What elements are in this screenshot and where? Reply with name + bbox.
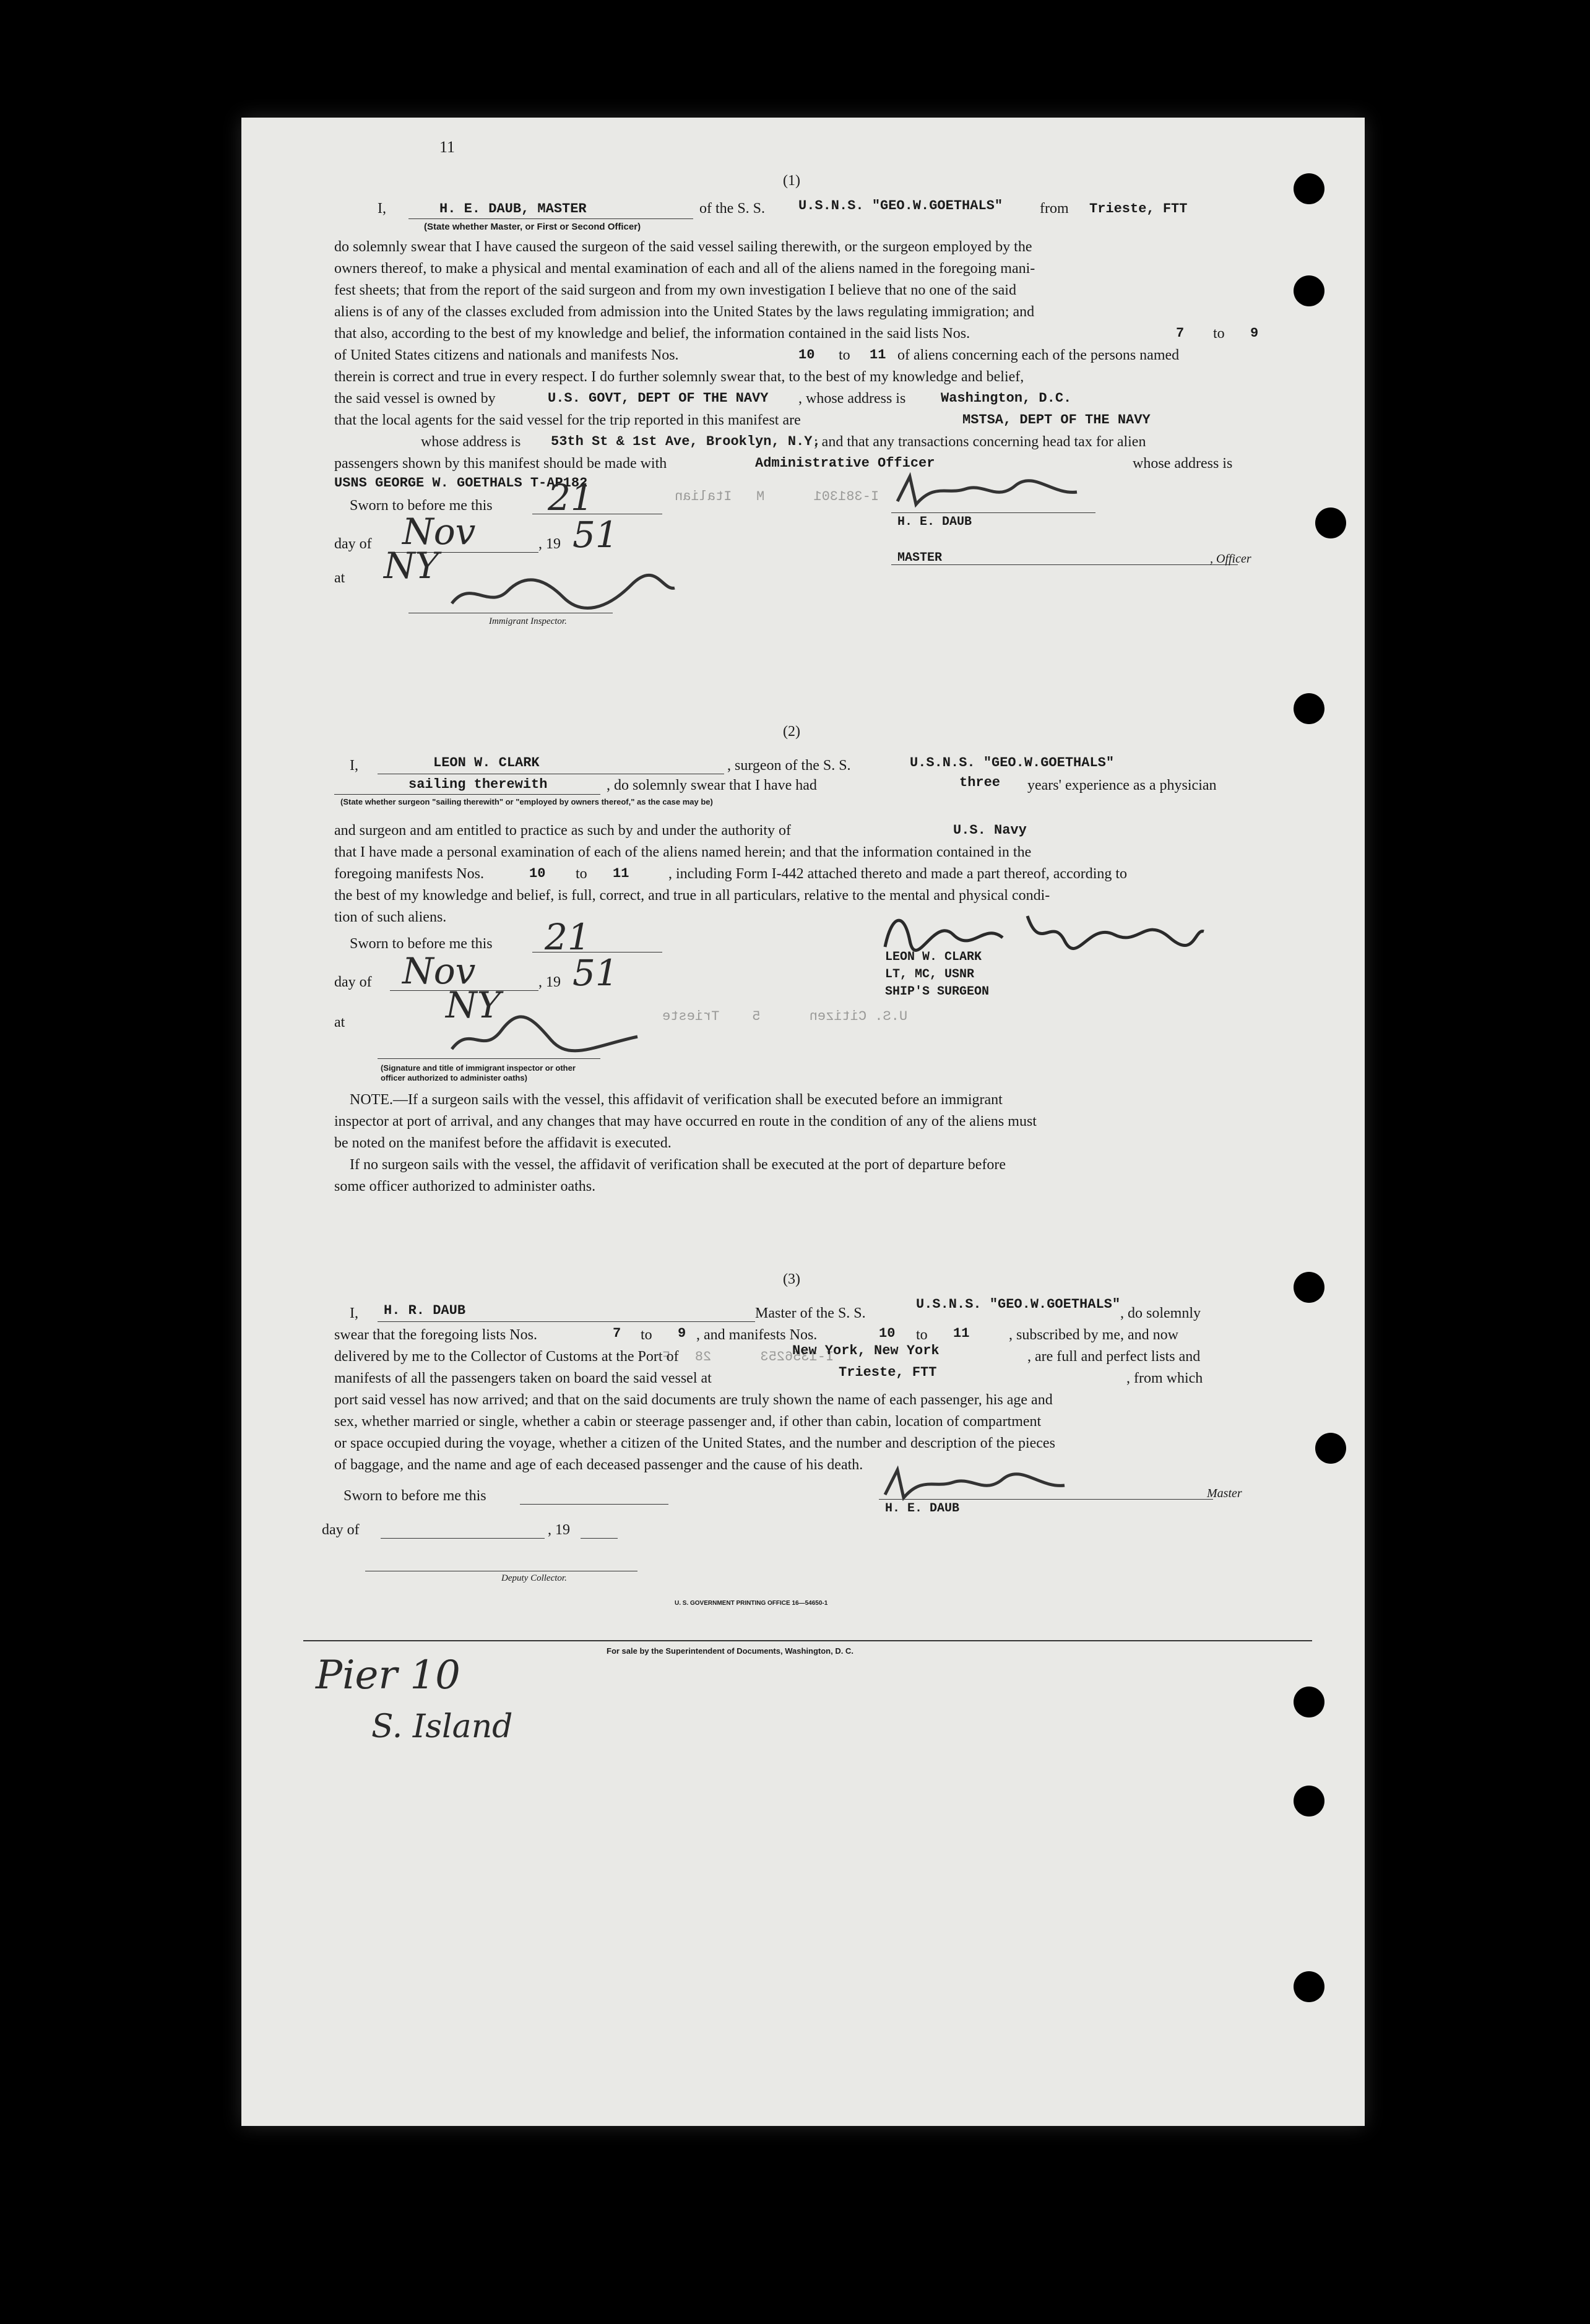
officer-label: , Officer [1210, 552, 1251, 566]
section-2-i: I, [350, 758, 358, 774]
years-tail: years' experience as a physician [1027, 777, 1217, 793]
master-name: H. E. DAUB, MASTER [439, 201, 587, 217]
sailing-note: (State whether surgeon "sailing therewith" or "employed by owners thereof," as the case may be) [340, 797, 713, 806]
officer-line [891, 564, 1238, 565]
punch-hole [1294, 1687, 1324, 1717]
line: swear that the foregoing lists Nos. [334, 1327, 537, 1343]
line: or space occupied during the voyage, whether a citizen of the United States, and the number and description of the pieces [334, 1435, 1055, 1451]
lists-to: 9 [678, 1326, 686, 1341]
master-signer-name: H. E. DAUB [885, 1501, 960, 1516]
inspector-note: (Signature and title of immigrant inspector or other officer authorized to administer oaths) [381, 1063, 576, 1082]
oath-line: passengers shown by this manifest should be made with [334, 456, 667, 472]
at-location: NY [384, 545, 439, 587]
manifests-tail: of aliens concerning each of the persons named [897, 347, 1180, 363]
to-label: to [1213, 326, 1225, 342]
surgeon-line: , including Form I-442 attached thereto and made a part thereof, according to [668, 866, 1128, 882]
note-line: some officer authorized to administer oaths. [334, 1178, 596, 1194]
year-suffix: 51 [572, 514, 618, 556]
sailing-line [334, 794, 600, 795]
sworn-month: Nov [402, 950, 476, 992]
line: , subscribed by me, and now [1009, 1327, 1178, 1343]
surgeon-signer: LT, MC, USNR [885, 967, 975, 982]
master-signer-title: MASTER [897, 551, 943, 565]
sworn-label: Sworn to before me this [350, 498, 493, 514]
section-1-i: I, [378, 201, 386, 217]
year-prefix: , 19 [548, 1522, 570, 1538]
margin-note-island: S. Island [371, 1708, 513, 1745]
inspector-label: Immigrant Inspector. [489, 616, 567, 626]
inspector-line [378, 1058, 600, 1059]
lists-to: 9 [1250, 326, 1259, 341]
to-label: to [576, 866, 587, 882]
manifests-to: 11 [870, 347, 886, 363]
sworn-day: 21 [545, 916, 590, 958]
at-location: NY [446, 984, 501, 1026]
head-tax-tail: whose address is [1133, 456, 1233, 472]
surgeon-signer: SHIP'S SURGEON [885, 985, 990, 999]
section-3-i: I, [350, 1305, 358, 1321]
swear-label: , do solemnly [1120, 1305, 1201, 1321]
day-of-label: day of [334, 974, 372, 990]
section-2-marker: (2) [783, 724, 800, 740]
surgeon-line: the best of my knowledge and belief, is full, correct, and true in all particulars, relative to the mental and physical condi- [334, 888, 1050, 904]
sworn-day: 21 [548, 477, 594, 519]
printing-office-line: U. S. GOVERNMENT PRINTING OFFICE 16—54650-1 [675, 1600, 828, 1607]
manifests-from: 10 [879, 1326, 896, 1341]
agents-address: 53th St & 1st Ave, Brooklyn, N.Y. [551, 434, 821, 449]
note-line: inspector at port of arrival, and any changes that may have occurred en route in the condition of any of the aliens must [334, 1113, 1037, 1130]
at-label: at [334, 1014, 345, 1030]
authority-line: and surgeon and am entitled to practice as such by and under the authority of [334, 823, 791, 839]
oath-line: of United States citizens and nationals and manifests Nos. [334, 347, 679, 363]
note-label [350, 1089, 1003, 1111]
bleed-through-text: I-1356253 28 F [662, 1349, 834, 1365]
master-signature [891, 470, 1095, 517]
oath-line: the said vessel is owned by [334, 391, 496, 407]
footer-rule [303, 1640, 1312, 1641]
master-label: Master [1207, 1487, 1242, 1500]
agents-tail: ; and that any transactions concerning head tax for alien [814, 434, 1146, 450]
punch-hole [1294, 173, 1324, 204]
punch-hole [1294, 693, 1324, 724]
punch-hole [1294, 1971, 1324, 2002]
manifests-from: 10 [798, 347, 815, 363]
punch-hole [1315, 1433, 1346, 1464]
section-3-marker: (3) [783, 1271, 800, 1287]
bleed-through-text: I-381301 M Italian [675, 489, 879, 504]
surgeon-name: LEON W. CLARK [433, 755, 540, 771]
oath-line: therein is correct and true in every respect. I do further solemnly swear that, to the best of my knowledge and belief, [334, 369, 1024, 385]
surgeon-signer: LEON W. CLARK [885, 950, 982, 964]
surgeon-manifests-from: 10 [529, 866, 546, 881]
line: delivered by me to the Collector of Customs at the Port of [334, 1349, 679, 1365]
master-of-label: Master of the S. S. [755, 1305, 866, 1321]
punch-hole [1294, 275, 1324, 306]
name-line [378, 1321, 755, 1322]
vessel-name: U.S.N.S. "GEO.W.GOETHALS" [798, 198, 1003, 214]
head-tax-address: USNS GEORGE W. GOETHALS T-AP182 [334, 475, 588, 491]
from-label: from [1040, 201, 1069, 217]
surgeon-of-label: , surgeon of the S. S. [727, 758, 851, 774]
owner-address: Washington, D.C. [941, 391, 1072, 406]
oath-line: owners thereof, to make a physical and mental examination of each and all of the aliens named in the foregoing mani- [334, 261, 1035, 277]
year-line [581, 1538, 618, 1539]
sworn-label: Sworn to before me this [350, 936, 493, 952]
oath-line: that the local agents for the said vessel for the trip reported in this manifest are [334, 412, 801, 428]
note-prefix: NOTE. [350, 1092, 393, 1108]
master-name: H. R. DAUB [384, 1303, 466, 1318]
inspector-signature [446, 572, 681, 619]
margin-note-pier: Pier 10 [316, 1652, 460, 1698]
surgeon-line: foregoing manifests Nos. [334, 866, 484, 882]
sworn-label: Sworn to before me this [343, 1488, 486, 1504]
to-label: to [839, 347, 850, 363]
bleed-through-text: U.S. Citizen 5 Trieste [662, 1009, 908, 1024]
oath-line: fest sheets; that from the report of the said surgeon and from my own investigation I believe that no one of the said [334, 282, 1016, 298]
note-line: If no surgeon sails with the vessel, the affidavit of verification shall be executed at the port of departure before [350, 1157, 1006, 1173]
at-label: at [334, 570, 345, 586]
manifest-page [241, 118, 1365, 2126]
line: port said vessel has now arrived; and that on the said documents are truly shown the name of each passenger, his age and [334, 1392, 1053, 1408]
to-label: to [916, 1327, 928, 1343]
day-of-label: day of [322, 1522, 360, 1538]
vessel-owner: U.S. GOVT, DEPT OF THE NAVY [548, 391, 769, 406]
manifests-to: 11 [953, 1326, 970, 1341]
inspector-signature [446, 1012, 650, 1065]
note-text: —If a surgeon sails with the vessel, this affidavit of verification shall be executed before an immigrant [392, 1092, 1003, 1108]
authority: U.S. Navy [953, 823, 1027, 838]
line: , and manifests Nos. [696, 1327, 818, 1343]
arrival-port: New York, New York [792, 1343, 940, 1359]
line: manifests of all the passengers taken on board the said vessel at [334, 1370, 712, 1386]
line: , are full and perfect lists and [1027, 1349, 1201, 1365]
deputy-label: Deputy Collector. [501, 1573, 567, 1583]
swear-text: , do solemnly swear that I have had [607, 777, 817, 793]
line: sex, whether married or single, whether a cabin or steerage passenger and, if other than cabin, location of compartment [334, 1414, 1042, 1430]
master-sign-line [891, 512, 1095, 513]
of-the-ss-label: of the S. S. [699, 201, 766, 217]
oath-line: whose address is [421, 434, 521, 450]
lists-from: 7 [613, 1326, 621, 1341]
year-suffix: 51 [572, 952, 618, 994]
lists-from: 7 [1176, 326, 1185, 341]
owner-address-label: , whose address is [798, 391, 906, 407]
origin-port: Trieste, FTT [839, 1365, 937, 1380]
master-signer-name: H. E. DAUB [897, 515, 972, 529]
line: of baggage, and the name and age of each deceased passenger and the cause of his death. [334, 1457, 863, 1473]
sworn-month: Nov [402, 511, 476, 553]
page-number: 11 [439, 138, 456, 156]
oath-line: aliens is of any of the classes excluded from admission into the United States by the laws regulating immigration; and [334, 304, 1035, 320]
local-agents: MSTSA, DEPT OF THE NAVY [962, 412, 1151, 428]
day-of-label: day of [334, 536, 372, 552]
rank-note: (State whether Master, or First or Second Officer) [424, 222, 641, 232]
head-tax-contact: Administrative Officer [755, 456, 935, 471]
punch-hole [1315, 508, 1346, 538]
punch-hole [1294, 1272, 1324, 1303]
month-line [381, 1538, 545, 1539]
surgeon-line: that I have made a personal examination of each of the aliens named herein; and that the information contained in the [334, 844, 1032, 860]
line: , from which [1126, 1370, 1203, 1386]
punch-hole [1294, 1786, 1324, 1816]
master-sign-line [879, 1499, 1213, 1500]
sale-note: For sale by the Superintendent of Documents, Washington, D. C. [607, 1646, 853, 1656]
year-prefix: , 19 [538, 974, 561, 990]
surgeon-vessel: U.S.N.S. "GEO.W.GOETHALS" [910, 755, 1115, 771]
sworn-day-line [520, 1504, 668, 1505]
name-line [408, 218, 693, 219]
section-1-marker: (1) [783, 173, 800, 189]
year-prefix: , 19 [538, 536, 561, 552]
oath-line: do solemnly swear that I have caused the surgeon of the said vessel sailing therewith, or the surgeon employed by the [334, 239, 1032, 255]
oath-line: that also, according to the best of my knowledge and belief, the information contained in the said lists Nos. [334, 326, 970, 342]
departure-port: Trieste, FTT [1089, 201, 1188, 217]
years-experience: three [959, 775, 1001, 790]
surgeon-manifests-to: 11 [613, 866, 629, 881]
to-label: to [641, 1327, 652, 1343]
surgeon-line: tion of such aliens. [334, 909, 447, 925]
note-line: be noted on the manifest before the affidavit is executed. [334, 1135, 672, 1151]
vessel-name: U.S.N.S. "GEO.W.GOETHALS" [916, 1297, 1121, 1312]
sailing-status: sailing therewith [408, 777, 548, 792]
